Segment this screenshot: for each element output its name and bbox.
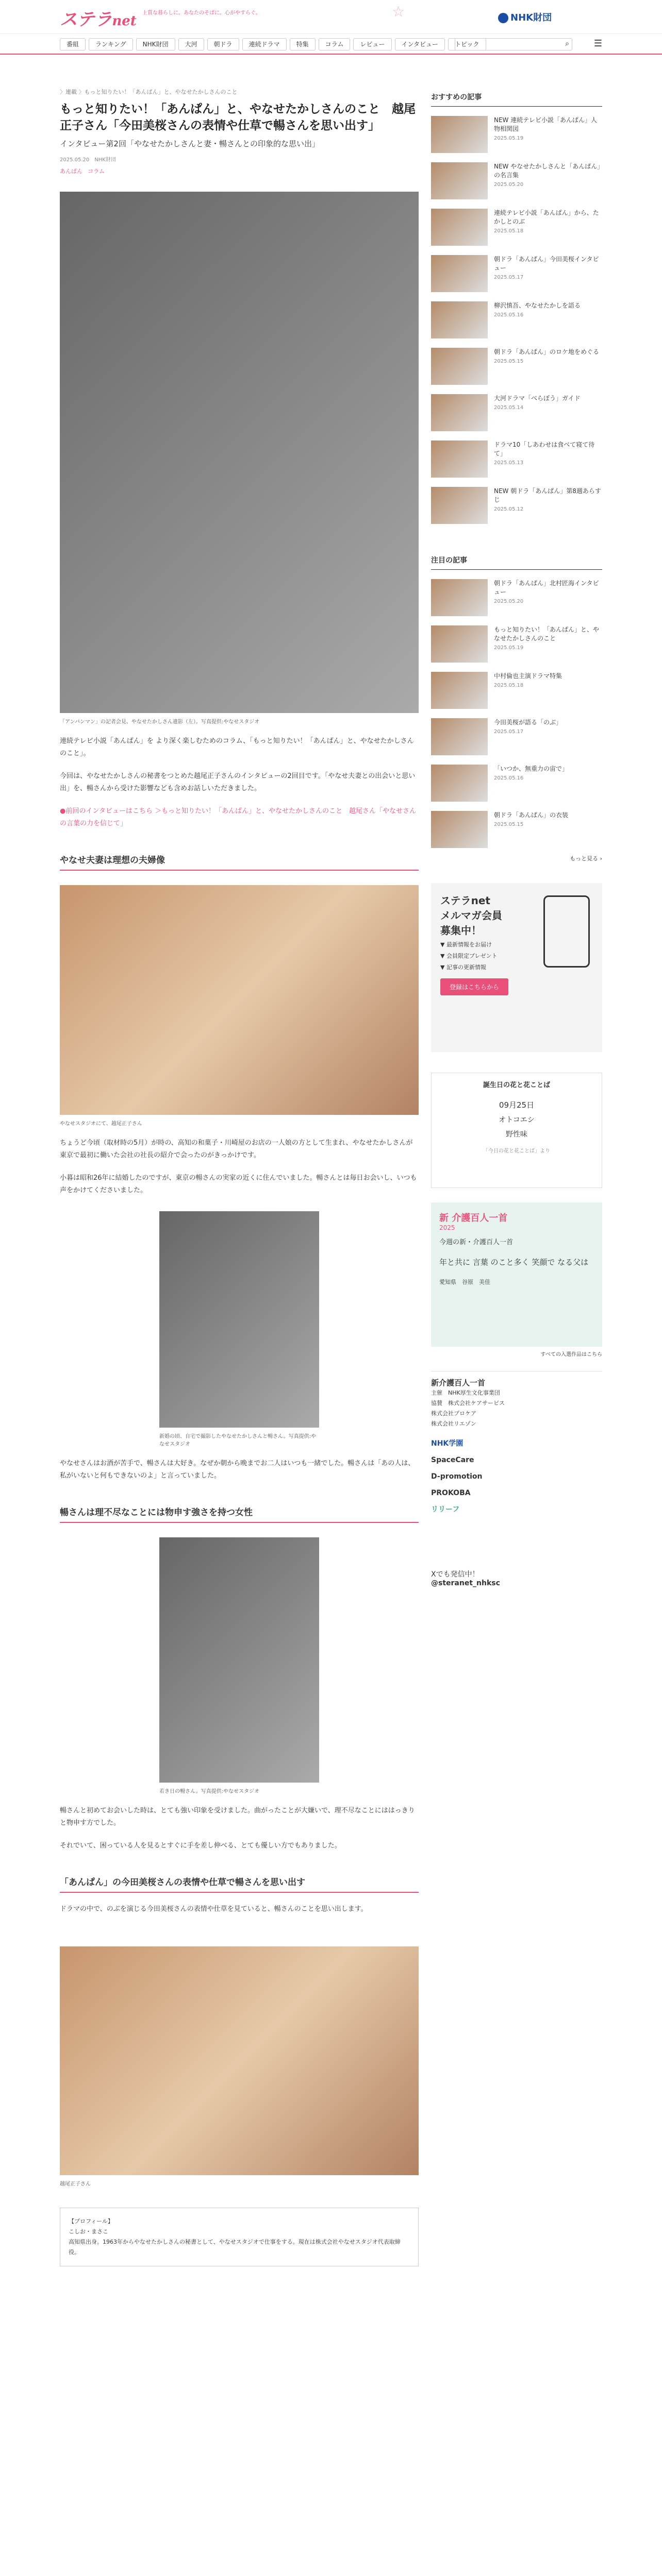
article-thumbnail[interactable] [431, 440, 488, 478]
nav-item-column[interactable]: コラム [319, 38, 351, 50]
profile-text: 高知県出身。1963年からやなせたかしさんの秘書として、やなせスタジオで仕事をする。現在は株式会社やなせスタジオ代表取締役。 [69, 2239, 401, 2256]
previous-interview-link[interactable]: ●前回のインタビューはこちら ＞もっと知りたい！「あんぱん」と、やなせたかしさんのこと 越尾さん「やなせさんの言葉の力を信じて」 [60, 807, 416, 827]
article-thumbnail[interactable] [431, 672, 488, 709]
photo-caption: 「アンパンマン」の記者会見、やなせたかしさん遺影（左）。写真提供:やなせスタジオ [60, 719, 260, 725]
sponsor-line: 協賛 株式会社ケアサービス [431, 1400, 505, 1406]
nav-item-ranking[interactable]: ランキング [89, 38, 133, 50]
nav-item-asadora[interactable]: 朝ドラ [207, 38, 239, 50]
flower-name: オトコエシ [499, 1116, 535, 1124]
list-item[interactable] [431, 162, 602, 199]
sponsor-title: 新介護百人一首 [431, 1378, 486, 1387]
item-date: 2025.05.15 [494, 359, 524, 364]
photo-caption: 若き日の暢さん。写真提供:やなせスタジオ [159, 1789, 259, 1794]
decorative-star-icon: ☆ [392, 3, 405, 20]
recommend-heading: おすすめの記事 [431, 92, 602, 107]
article-thumbnail[interactable] [431, 625, 488, 663]
birthday-flower-box [431, 1073, 602, 1188]
article-main [60, 55, 419, 2266]
breadcrumb[interactable]: 〉連載 〉もっと知りたい！「あんぱん」と、やなせたかしさんのこと [60, 89, 238, 95]
attention-list [431, 579, 602, 848]
menu-icon[interactable]: ☰ [593, 38, 602, 49]
item-title[interactable]: 連続テレビ小説「あんぱん」から、たかしとのぶ [494, 209, 599, 225]
list-item[interactable] [431, 672, 602, 709]
flower-link[interactable]: 「今日の花と花ことば」より [483, 1148, 550, 1154]
item-date: 2025.05.16 [494, 775, 524, 781]
recommend-list [431, 116, 602, 524]
item-date: 2025.05.19 [494, 645, 524, 651]
tag-column[interactable]: コラム [88, 168, 105, 175]
nav-item-nhk[interactable]: NHK財団 [136, 38, 175, 50]
article-thumbnail[interactable] [431, 579, 488, 616]
paragraph: 今回は、やなせたかしさんの秘書をつとめた越尾正子さんのインタビューの2回目です。「やなせ夫妻との出会いと思い出」を、暢さんから受けた影響なども含めお話しいただきました。 [60, 772, 416, 792]
article-thumbnail[interactable] [431, 765, 488, 802]
newsletter-benefit: ▼ 最新情報をお届け [440, 941, 492, 948]
list-item[interactable] [431, 301, 602, 338]
newsletter-benefit: ▼ 会員限定プレゼント [440, 953, 498, 959]
item-date: 2025.05.12 [494, 506, 524, 512]
sponsor-line: 主催 NHK厚生文化事業団 [431, 1389, 500, 1396]
phone-illustration [543, 895, 590, 968]
tagline: 上質な暮らしに。あなたのそばに。心がやすらぐ。 [142, 10, 261, 16]
list-item[interactable] [431, 255, 602, 292]
newsletter-banner[interactable] [431, 883, 602, 1052]
x-label: Xでも発信中！ [431, 1570, 479, 1579]
paragraph: 暢さんと初めてお会いした時は、とても強い印象を受けました。曲がったことが大嫌いで、理不尽なことにははっきりと物申す方でした。 [60, 1807, 415, 1827]
nav-item-番組[interactable]: 番組 [60, 38, 86, 50]
site-logo[interactable]: ステラnet [60, 9, 137, 30]
tag-anpan[interactable]: あんぱん [60, 168, 82, 175]
sponsor-logo[interactable]: SpaceCare [431, 1456, 474, 1464]
sponsor-logo[interactable]: NHK学園 [431, 1439, 464, 1448]
nav-item-review[interactable]: レビュー [353, 38, 391, 50]
item-title[interactable]: 今田美桜が語る「のぶ」 [494, 719, 562, 726]
paragraph: やなせさんはお酒が苦手で、暢さんは大好き。なぜか朝から晩までお二人はいつも一緒でした。暢さんは「あの人は、私がいないと何もできないのよ」と言っていました。 [60, 1460, 415, 1480]
photo-nobu-swing [60, 192, 419, 713]
flower-heading: 誕生日の花と花ことば [483, 1081, 550, 1089]
attention-heading: 注目の記事 [431, 555, 602, 570]
nav-item-drama[interactable]: 連続ドラマ [242, 38, 287, 50]
article-thumbnail[interactable] [431, 209, 488, 246]
section-heading: 暢さんは理不尽なことには物申す強さを持つ女性 [60, 1505, 419, 1523]
x-section[interactable] [431, 1569, 602, 1587]
item-date: 2025.05.19 [494, 135, 524, 141]
tanka-more-link[interactable]: すべての入選作品はこちら [540, 1352, 602, 1358]
newsletter-title: ステラnet [440, 894, 490, 907]
list-item[interactable] [431, 209, 602, 246]
tanka-text: 年と共に 言葉 のこと多く 笑顔で なる父は [439, 1258, 589, 1267]
photo-couple-newlywed [159, 1211, 319, 1428]
nav-item-topic[interactable]: トピック [448, 38, 486, 50]
site-header [0, 0, 662, 34]
newsletter-benefit: ▼ 記事の更新情報 [440, 964, 486, 971]
item-title[interactable]: ドラマ10「しあわせは食べて寝て待て」 [494, 441, 595, 457]
article-thumbnail[interactable] [431, 255, 488, 292]
article-thumbnail[interactable] [431, 116, 488, 153]
tanka-subtitle: 今週の新・介護百人一首 [439, 1239, 514, 1246]
photo-caption: 越尾正子さん [60, 2181, 91, 2187]
x-handle[interactable]: @steranet_nhksc [431, 1579, 500, 1587]
nav-item-interview[interactable]: インタビュー [395, 38, 445, 50]
page-title: もっと知りたい！「あんぱん」と、やなせたかしさんのこと 越尾正子さん「今田美桜さんの表情や仕草で暢さんを思い出す」 [60, 102, 416, 132]
item-date: 2025.05.14 [494, 405, 524, 411]
profile-name: こしお・まさこ [69, 2228, 108, 2235]
profile-title: 【プロフィール】 [69, 2218, 113, 2225]
photo-caption: やなせスタジオにて、越尾正子さん [60, 1121, 142, 1127]
article-subtitle: インタビュー第2回「やなせたかしさんと妻・暢さんとの印象的な思い出」 [60, 139, 320, 148]
item-date: 2025.05.18 [494, 228, 524, 234]
list-item[interactable] [431, 718, 602, 755]
article-thumbnail[interactable] [431, 487, 488, 524]
tanka-year: 2025 [439, 1224, 455, 1231]
paragraph: 連続テレビ小説「あんぱん」を より深く楽しむためのコラム、「もっと知りたい！「あんぱん」と、やなせたかしさんのこと」。 [60, 737, 414, 757]
list-item[interactable] [431, 348, 602, 385]
paragraph: 小暮は昭和26年に結婚したのですが、東京の暢さんの実家の近くに住んでいました。暢さんとは毎日お会いし、いつも声をかけてくださいました。 [60, 1174, 417, 1194]
item-date: 2025.05.17 [494, 729, 524, 735]
article-thumbnail[interactable] [431, 162, 488, 199]
photo-young-nobu [159, 1537, 319, 1783]
list-item[interactable] [431, 116, 602, 153]
sponsor-logo[interactable]: D-promotion [431, 1472, 483, 1481]
nhk-foundation-logo[interactable]: NHK財団 [498, 10, 552, 24]
item-title[interactable]: 中村倫也主演ドラマ特集 [494, 672, 562, 680]
flower-word: 野性味 [506, 1130, 527, 1139]
item-date: 2025.05.20 [494, 599, 524, 604]
article-date: 2025.05.20 NHK財団 [60, 157, 116, 163]
sponsor-logo[interactable]: PROKOBA [431, 1489, 471, 1497]
item-title[interactable]: 柳沢慎吾、やなせたかしを語る [494, 302, 581, 309]
item-date: 2025.05.16 [494, 312, 524, 318]
paragraph: それでいて、困っている人を見るとすぐに手を差し伸べる、とても優しい方でもありました。 [60, 1842, 341, 1850]
article-thumbnail[interactable] [431, 718, 488, 755]
item-date: 2025.05.20 [494, 182, 524, 188]
paragraph: ドラマの中で、のぶを演じる今田美桜さんの表情や仕草を見ていると、暢さんのことを思い出します。 [60, 1905, 368, 1913]
article-thumbnail[interactable] [431, 811, 488, 848]
tanka-banner[interactable] [431, 1202, 602, 1347]
article-thumbnail[interactable] [431, 348, 488, 385]
photo-caption: 新婚の頃、自宅で撮影したやなせたかしさんと暢さん。写真提供:やなせスタジオ [159, 1434, 316, 1447]
profile-box [60, 2208, 419, 2266]
section-heading: やなせ夫妻は理想の夫婦像 [60, 853, 419, 871]
sponsor-box [431, 1371, 602, 1556]
sidebar [431, 55, 602, 1587]
sponsor-line: 株式会社プロケア [431, 1410, 476, 1417]
list-item[interactable] [431, 811, 602, 848]
sponsor-line: 株式会社リエゾン [431, 1420, 476, 1427]
item-title[interactable]: 朝ドラ「あんぱん」の衣装 [494, 811, 569, 819]
main-nav [0, 34, 662, 55]
more-link[interactable]: もっと見る › [570, 855, 602, 862]
nav-item-taiga[interactable]: 大河 [178, 38, 204, 50]
item-title[interactable]: NEW やなせたかしさんと「あんぱん」の名言集 [494, 163, 601, 179]
item-date: 2025.05.15 [494, 822, 524, 827]
section-heading: 「あんぱん」の今田美桜さんの表情や仕草で暢さんを思い出す [60, 1875, 419, 1893]
list-item[interactable] [431, 487, 602, 524]
search-input[interactable] [455, 38, 572, 50]
item-date: 2025.05.17 [494, 275, 524, 280]
item-title[interactable]: 「いつか、無重力の宙で」 [494, 765, 569, 772]
item-date: 2025.05.13 [494, 460, 524, 466]
item-title[interactable]: 朝ドラ「あんぱん」今田美桜インタビュー [494, 256, 599, 272]
tanka-author: 愛知県 谷原 美佳 [439, 1279, 490, 1285]
item-title[interactable]: NEW 連続テレビ小説「あんぱん」人物相関図 [494, 116, 597, 132]
list-item[interactable] [431, 394, 602, 431]
paragraph: ちょうど今頃（取材時の5月）が時の、高知の和菓子・川崎屋のお店の一人娘の方として生まれ、やなせたかしさんが東京で最初に働いた会社の社長の紹介で会ったのがきっかけです。 [60, 1139, 413, 1159]
article-thumbnail[interactable] [431, 394, 488, 431]
item-title[interactable]: 朝ドラ「あんぱん」北村匠海インタビュー [494, 580, 599, 596]
newsletter-title-2: メルマガ会員 [440, 909, 502, 922]
item-title[interactable]: NEW 朝ドラ「あんぱん」第8週あらすじ [494, 487, 601, 503]
list-item[interactable] [431, 765, 602, 802]
item-title[interactable]: 朝ドラ「あんぱん」のロケ地をめぐる [494, 348, 600, 355]
flower-date: 09月25日 [499, 1100, 535, 1110]
tanka-title: 新 介護百人一首 [439, 1213, 508, 1224]
list-item[interactable] [431, 579, 602, 616]
sponsor-logo[interactable]: リリーフ [431, 1505, 460, 1514]
photo-koshio-portrait [60, 1946, 419, 2175]
search-icon[interactable]: ⌕ [565, 40, 569, 48]
photo-koshio-studio [60, 885, 419, 1115]
newsletter-signup-button[interactable]: 登録はこちらから [440, 978, 508, 995]
nav-item-special[interactable]: 特集 [290, 38, 316, 50]
list-item[interactable] [431, 625, 602, 663]
newsletter-title-3: 募集中！ [440, 924, 482, 937]
list-item[interactable] [431, 440, 602, 478]
item-title[interactable]: 大河ドラマ「べらぼう」ガイド [494, 395, 581, 402]
item-title[interactable]: もっと知りたい！「あんぱん」と、やなせたかしさんのこと [494, 626, 600, 642]
item-date: 2025.05.18 [494, 683, 524, 688]
article-thumbnail[interactable] [431, 301, 488, 338]
